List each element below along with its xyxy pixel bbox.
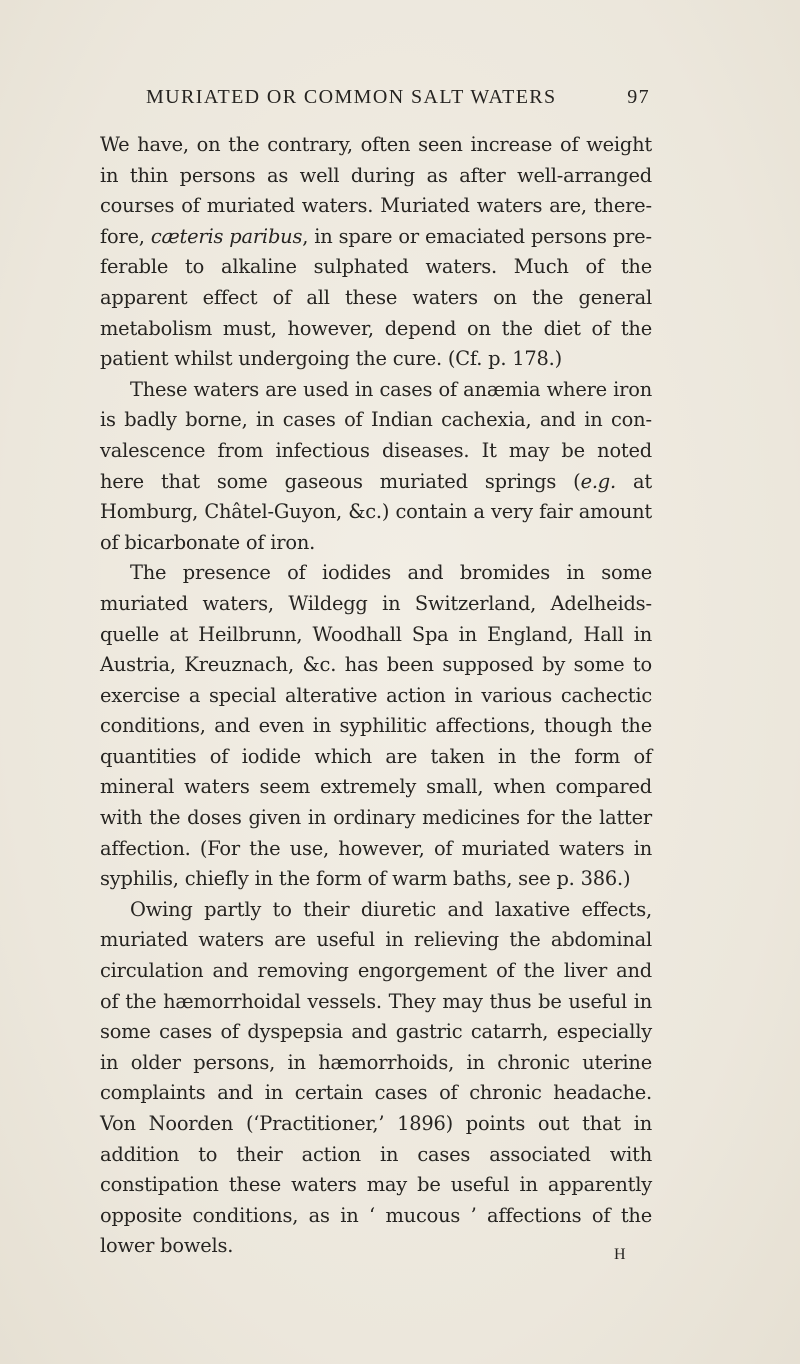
running-head xyxy=(100,86,650,116)
abbreviation-eg: e.g. xyxy=(580,469,616,493)
body-text xyxy=(100,130,652,1262)
paragraph-1-text-b: , in spare or emaciated persons preferable to alkaline sulphated waters. Much of the apparent effect of all these waters on the general metabolism must, however, depend on the diet of the patient whilst undergoing the cure. (Cf. p. 178.) xyxy=(100,224,652,371)
paragraph-2-text-a: These waters are used in cases of anæmia where iron is badly borne, in cases of Indian cachexia, and in convalescence from infectious diseases. It may be noted here that some gaseous muriated springs ( xyxy=(100,377,652,493)
paragraph-diuretic-laxative: Owing partly to their diuretic and laxative effects, muriated waters are useful in relieving the abdominal circulation and removing engorgement of the liver and of the hæmorrhoidal vessels. They may thus be useful in some cases of dyspepsia and gastric catarrh, especially in older persons, in hæmorrhoids, in chronic uterine complaints and in certain cases of chronic headache. Von Noorden (‘Practitioner,’ 1896) points out that in addition to their action in cases associated with constipation these waters may be useful in apparently opposite conditions, as in ‘ mucous ’ affections of the lower bowels. xyxy=(100,897,652,1258)
paragraph-weight-increase xyxy=(100,130,652,375)
page-number: 97 xyxy=(627,86,650,108)
paragraph-2-text-b: at Homburg, Châtel-Guyon, &c.) contain a very fair amount of bicarbonate of iron. xyxy=(100,469,652,554)
running-head-title: MURIATED OR COMMON SALT WATERS xyxy=(146,86,557,108)
paragraph-anaemia xyxy=(100,375,652,559)
signature-mark: H xyxy=(614,1246,627,1263)
paragraph-iodides-bromides: The presence of iodides and bromides in some muriated waters, Wildegg in Switzerland, Adelheidsquelle at Heilbrunn, Woodhall Spa in England, Hall in Austria, Kreuznach, &c. has been supposed by some to exercise a special alterative action in various cachectic conditions, and even in syphilitic affections, though the quantities of iodide which are taken in the form of mineral waters seem extremely small, when compared with the doses given in ordinary medicines for the latter affection. (For the use, however, of muriated waters in syphilis, chiefly in the form of warm baths, see p. 386.) xyxy=(100,561,652,891)
latin-phrase: cæteris paribus xyxy=(150,224,303,248)
paragraph-1-text-a: We have, on the contrary, often seen increase of weight in thin persons as well during as after well-arranged courses of muriated waters. Muriated waters are, therefore, xyxy=(100,133,652,248)
